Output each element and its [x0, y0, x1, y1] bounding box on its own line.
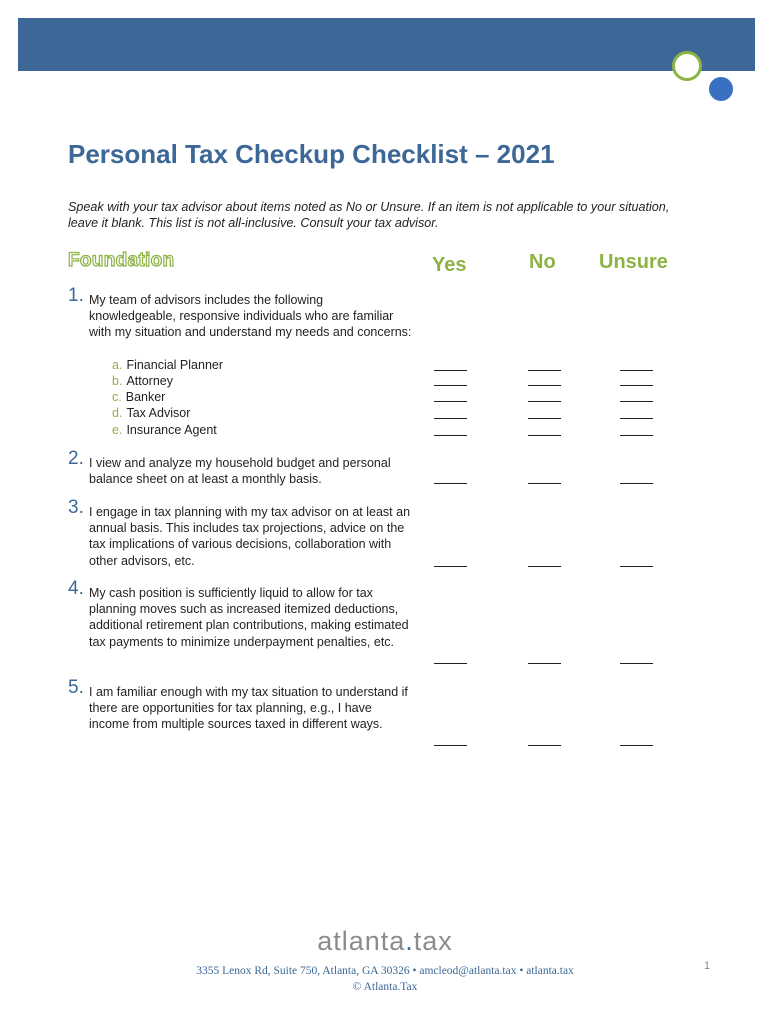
checklist-item-3 [68, 497, 413, 569]
sub-text: Tax Advisor [126, 406, 191, 420]
logo-dot: . [405, 926, 414, 956]
logo-tld: tax [413, 926, 453, 956]
section-heading: Foundation [68, 250, 175, 271]
page-number: 1 [704, 960, 711, 972]
header-banner [18, 18, 755, 71]
sub-letter: d. [112, 406, 123, 420]
column-no: No [529, 251, 556, 273]
sub-item [112, 422, 217, 438]
answer-blank[interactable] [434, 745, 467, 746]
sub-text: Banker [125, 390, 166, 404]
checklist-item-1 [68, 285, 413, 341]
answer-blank[interactable] [620, 566, 653, 567]
answer-blank[interactable] [620, 401, 653, 402]
answer-blank[interactable] [434, 483, 467, 484]
checklist-item-5 [68, 677, 413, 733]
sub-letter: e. [112, 423, 123, 437]
answer-blank[interactable] [434, 370, 467, 371]
column-yes: Yes [432, 254, 467, 276]
sub-text: Insurance Agent [126, 423, 217, 437]
address-line: 3355 Lenox Rd, Suite 750, Atlanta, GA 30326 • amcleod@atlanta.tax • atlanta.tax [196, 965, 574, 977]
item-text: I view and analyze my household budget and personal balance sheet on at least a monthly basis. [89, 456, 391, 487]
sub-item [112, 389, 165, 405]
answer-blank[interactable] [434, 566, 467, 567]
answer-blank[interactable] [528, 435, 561, 436]
answer-blank[interactable] [620, 370, 653, 371]
item-text: I engage in tax planning with my tax advisor on at least an annual basis. This includes tax projections, advice on the tax implications of various decisions, collaboration with other advisors, etc. [89, 505, 411, 568]
checklist-item-4 [68, 578, 413, 650]
sub-item [112, 357, 223, 373]
column-unsure: Unsure [599, 251, 668, 273]
sub-text: Attorney [126, 374, 173, 388]
item-number: 5. [68, 677, 84, 698]
answer-blank[interactable] [434, 418, 467, 419]
sub-letter: c. [112, 390, 122, 404]
footer-logo [0, 926, 770, 957]
logo-main: atlanta [317, 926, 406, 956]
item-number: 3. [68, 497, 84, 518]
sub-letter: a. [112, 358, 123, 372]
answer-blank[interactable] [528, 663, 561, 664]
logo-dot-icon [709, 77, 733, 101]
answer-blank[interactable] [434, 663, 467, 664]
sub-item [112, 405, 190, 421]
page-title: Personal Tax Checkup Checklist – 2021 [68, 139, 555, 169]
answer-blank[interactable] [620, 663, 653, 664]
item-number: 1. [68, 285, 84, 306]
answer-blank[interactable] [434, 401, 467, 402]
item-text: My cash position is sufficiently liquid to allow for tax planning moves such as increased itemized deductions, additional retirement plan contributions, making estimated tax payments to minimize underpayment penalties, etc. [89, 586, 409, 649]
answer-blank[interactable] [434, 385, 467, 386]
intro-text: Speak with your tax advisor about items noted as No or Unsure. If an item is not applicable to your situation, leave it blank. This list is not all-inclusive. Consult your tax advisor. [68, 200, 670, 230]
item-number: 4. [68, 578, 84, 599]
answer-blank[interactable] [528, 385, 561, 386]
answer-blank[interactable] [620, 483, 653, 484]
checklist-item-2 [68, 448, 413, 487]
copyright: © Atlanta.Tax [352, 981, 418, 993]
answer-blank[interactable] [620, 435, 653, 436]
sub-letter: b. [112, 374, 123, 388]
answer-blank[interactable] [528, 401, 561, 402]
answer-blank[interactable] [434, 435, 467, 436]
sub-text: Financial Planner [126, 358, 224, 372]
answer-blank[interactable] [528, 418, 561, 419]
answer-blank[interactable] [620, 418, 653, 419]
item-text: I am familiar enough with my tax situation to understand if there are opportunities for tax planning, e.g., I have income from multiple sources taxed in different ways. [89, 685, 408, 732]
footer-address [0, 963, 770, 995]
sub-item [112, 373, 173, 389]
answer-blank[interactable] [528, 566, 561, 567]
answer-blank[interactable] [528, 370, 561, 371]
item-text: My team of advisors includes the following knowledgeable, responsive individuals who are familiar with my situation and understand my needs and concerns: [89, 293, 412, 340]
item-number: 2. [68, 448, 84, 469]
answer-blank[interactable] [528, 483, 561, 484]
answer-blank[interactable] [620, 385, 653, 386]
answer-blank[interactable] [620, 745, 653, 746]
logo-ring-icon [672, 51, 702, 81]
answer-blank[interactable] [528, 745, 561, 746]
